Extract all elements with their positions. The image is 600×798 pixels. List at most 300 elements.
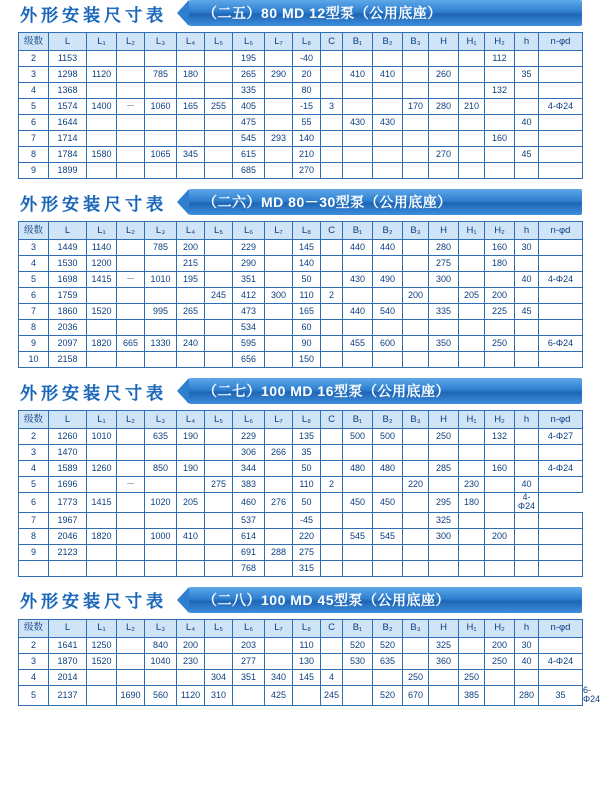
table-cell xyxy=(403,336,429,352)
table-cell: 560 xyxy=(145,685,177,705)
table-cell: 20 xyxy=(293,67,321,83)
table-cell xyxy=(459,256,485,272)
table-cell xyxy=(177,669,205,685)
table-row xyxy=(19,637,583,653)
table-cell: 4 xyxy=(19,669,49,685)
table-cell xyxy=(403,256,429,272)
table-cell xyxy=(145,445,177,461)
table-cell xyxy=(19,560,49,576)
table-cell xyxy=(87,669,117,685)
table-cell: 5 xyxy=(19,99,49,115)
table-cell: 1589 xyxy=(49,461,87,477)
col-header: B₂ xyxy=(373,222,403,240)
col-header: B₂ xyxy=(373,411,403,429)
table-cell: 537 xyxy=(233,512,265,528)
table-cell xyxy=(177,352,205,368)
table-cell: 250 xyxy=(459,669,485,685)
table-cell xyxy=(117,304,145,320)
table-row xyxy=(19,67,583,83)
col-header: h xyxy=(515,222,539,240)
banner-title-block xyxy=(18,378,177,404)
table-cell xyxy=(87,51,117,67)
col-header: L₂ xyxy=(117,619,145,637)
table-cell: 300 xyxy=(265,288,293,304)
table-cell: 245 xyxy=(321,685,343,705)
table-cell xyxy=(485,320,515,336)
table-row xyxy=(19,669,583,685)
col-header: B₂ xyxy=(373,619,403,637)
table-cell: 1040 xyxy=(145,653,177,669)
table-cell xyxy=(205,560,233,576)
dimension-table xyxy=(18,410,583,577)
table-cell: 145 xyxy=(293,240,321,256)
table-cell: 440 xyxy=(373,240,403,256)
table-cell xyxy=(343,288,373,304)
table-cell xyxy=(403,429,429,445)
table-cell: 360 xyxy=(429,653,459,669)
table-cell: 5 xyxy=(19,685,49,705)
col-header: L₈ xyxy=(293,222,321,240)
table-cell xyxy=(233,685,265,705)
table-cell xyxy=(145,51,177,67)
table-cell xyxy=(117,512,145,528)
table-cell xyxy=(265,352,293,368)
col-header: L₂ xyxy=(117,411,145,429)
col-header: H₂ xyxy=(485,222,515,240)
table-cell: 430 xyxy=(373,115,403,131)
table-cell xyxy=(343,131,373,147)
table-cell: 475 xyxy=(233,115,265,131)
table-cell xyxy=(539,320,583,336)
table-cell xyxy=(515,429,539,445)
table-cell xyxy=(205,83,233,99)
table-cell: 1200 xyxy=(87,256,117,272)
table-cell: 265 xyxy=(177,304,205,320)
table-cell: 4 xyxy=(19,256,49,272)
col-header: L xyxy=(49,33,87,51)
table-cell xyxy=(403,445,429,461)
table-cell xyxy=(459,147,485,163)
table-cell: 595 xyxy=(233,336,265,352)
table-cell: 1260 xyxy=(87,461,117,477)
table-cell: 200 xyxy=(485,637,515,653)
table-row xyxy=(19,493,583,513)
table-cell xyxy=(539,304,583,320)
table-cell xyxy=(403,83,429,99)
table-cell xyxy=(177,512,205,528)
table-cell xyxy=(177,163,205,179)
table-cell xyxy=(459,461,485,477)
table-cell: 614 xyxy=(233,528,265,544)
table-cell xyxy=(321,637,343,653)
table-cell: 1020 xyxy=(145,493,177,513)
table-cell: 2014 xyxy=(49,669,87,685)
table-cell: 200 xyxy=(177,240,205,256)
col-header: H₁ xyxy=(459,411,485,429)
table-cell: 265 xyxy=(233,67,265,83)
table-cell: 520 xyxy=(343,637,373,653)
table-cell: 545 xyxy=(343,528,373,544)
section-title: 外形安装尺寸表 xyxy=(20,5,167,26)
table-cell: 165 xyxy=(293,304,321,320)
table-cell: 3 xyxy=(19,240,49,256)
col-header: n-φd xyxy=(539,33,583,51)
table-cell: 1250 xyxy=(87,637,117,653)
table-cell: 490 xyxy=(373,272,403,288)
table-row xyxy=(19,477,583,493)
table-cell: 180 xyxy=(485,256,515,272)
table-cell xyxy=(485,560,515,576)
table-cell xyxy=(265,653,293,669)
table-cell xyxy=(205,336,233,352)
table-cell xyxy=(373,669,403,685)
section-banner xyxy=(18,189,582,215)
table-cell xyxy=(145,256,177,272)
table-cell xyxy=(515,445,539,461)
table-cell: 30 xyxy=(515,637,539,653)
table-cell: 180 xyxy=(177,67,205,83)
table-cell xyxy=(177,288,205,304)
col-header: 级数 xyxy=(19,411,49,429)
col-header: C xyxy=(321,411,343,429)
table-body-1 xyxy=(19,240,583,368)
col-header: L xyxy=(49,222,87,240)
table-cell xyxy=(205,637,233,653)
col-header: H xyxy=(429,222,459,240)
table-cell: 520 xyxy=(373,637,403,653)
table-cell xyxy=(539,637,583,653)
table-cell xyxy=(177,544,205,560)
table-cell: 1120 xyxy=(87,67,117,83)
table-cell xyxy=(205,544,233,560)
table-row xyxy=(19,83,583,99)
table-row xyxy=(19,320,583,336)
table-cell xyxy=(373,544,403,560)
table-cell: 145 xyxy=(293,669,321,685)
table-cell: 170 xyxy=(403,99,429,115)
table-cell: 300 xyxy=(429,272,459,288)
table-cell: 110 xyxy=(293,477,321,493)
table-cell: 768 xyxy=(233,560,265,576)
table-cell xyxy=(373,352,403,368)
table-cell: 160 xyxy=(485,461,515,477)
table-cell: 345 xyxy=(177,147,205,163)
table-cell xyxy=(343,512,373,528)
table-cell xyxy=(373,477,403,493)
col-header: H xyxy=(429,33,459,51)
table-row xyxy=(19,512,583,528)
table-cell: 2137 xyxy=(49,685,87,705)
table-cell xyxy=(177,445,205,461)
col-header: L₄ xyxy=(177,222,205,240)
table-cell xyxy=(515,163,539,179)
table-cell: － xyxy=(117,477,145,493)
table-cell xyxy=(177,320,205,336)
col-header: L₃ xyxy=(145,222,177,240)
section-subtitle: （二八）100 MD 45型泵（公用底座） xyxy=(203,591,450,608)
table-cell: 1860 xyxy=(49,304,87,320)
table-cell xyxy=(485,99,515,115)
table-cell xyxy=(403,147,429,163)
table-cell xyxy=(177,477,205,493)
table-cell: 412 xyxy=(233,288,265,304)
table-cell xyxy=(145,131,177,147)
col-header: L₆ xyxy=(233,222,265,240)
table-cell xyxy=(429,115,459,131)
table-cell xyxy=(87,512,117,528)
table-cell xyxy=(265,272,293,288)
table-cell: 430 xyxy=(343,272,373,288)
table-cell: 130 xyxy=(293,653,321,669)
table-cell: 195 xyxy=(233,51,265,67)
table-cell xyxy=(117,163,145,179)
table-cell xyxy=(145,477,177,493)
table-cell: 600 xyxy=(373,336,403,352)
table-cell: 4-Φ24 xyxy=(539,461,583,477)
table-cell: 1368 xyxy=(49,83,87,99)
table-cell: 635 xyxy=(373,653,403,669)
table-cell xyxy=(429,477,459,493)
table-cell: 7 xyxy=(19,304,49,320)
section-subtitle: （二六）MD 80－30型泵（公用底座） xyxy=(203,194,452,210)
table-cell: 277 xyxy=(233,653,265,669)
banner-subtitle-block xyxy=(189,0,582,26)
table-body-3 xyxy=(19,637,600,705)
table-cell: 288 xyxy=(265,544,293,560)
table-cell: 2 xyxy=(19,637,49,653)
table-cell: -45 xyxy=(293,512,321,528)
table-cell xyxy=(145,320,177,336)
table-cell xyxy=(321,512,343,528)
col-header: L₅ xyxy=(205,411,233,429)
table-cell xyxy=(321,560,343,576)
banner-arrow-icon xyxy=(177,189,189,215)
table-cell: 160 xyxy=(485,240,515,256)
table-cell xyxy=(515,528,539,544)
table-row xyxy=(19,352,583,368)
table-cell: 229 xyxy=(233,429,265,445)
table-cell xyxy=(265,147,293,163)
table-cell xyxy=(87,352,117,368)
table-cell xyxy=(485,272,515,288)
col-header: B₃ xyxy=(403,411,429,429)
table-cell: 2123 xyxy=(49,544,87,560)
table-cell: 50 xyxy=(293,493,321,513)
table-cell: 4-Φ24 xyxy=(539,272,583,288)
table-cell xyxy=(117,83,145,99)
table-cell: 2 xyxy=(321,477,343,493)
table-cell xyxy=(49,560,87,576)
table-cell: 50 xyxy=(293,461,321,477)
table-cell xyxy=(539,131,583,147)
table-cell xyxy=(321,83,343,99)
table-cell xyxy=(539,669,583,685)
table-cell: 670 xyxy=(403,685,429,705)
table-cell xyxy=(205,147,233,163)
col-header: 级数 xyxy=(19,619,49,637)
table-cell xyxy=(205,51,233,67)
table-cell xyxy=(343,83,373,99)
table-cell: 545 xyxy=(373,528,403,544)
table-cell xyxy=(265,461,293,477)
table-cell: 665 xyxy=(117,336,145,352)
table-cell: 245 xyxy=(205,288,233,304)
col-header: L₇ xyxy=(265,222,293,240)
table-cell: 293 xyxy=(265,131,293,147)
table-row xyxy=(19,336,583,352)
table-cell xyxy=(403,544,429,560)
table-cell xyxy=(117,653,145,669)
table-cell: 165 xyxy=(177,99,205,115)
table-cell: 5 xyxy=(19,477,49,493)
table-cell xyxy=(117,493,145,513)
table-row xyxy=(19,288,583,304)
table-cell: 1820 xyxy=(87,336,117,352)
table-cell xyxy=(459,336,485,352)
table-cell xyxy=(459,560,485,576)
table-cell: 1714 xyxy=(49,131,87,147)
table-cell xyxy=(515,288,539,304)
table-cell: 8 xyxy=(19,528,49,544)
table-cell: 2 xyxy=(321,288,343,304)
table-cell xyxy=(373,320,403,336)
table-cell xyxy=(117,147,145,163)
table-cell: 200 xyxy=(177,637,205,653)
table-cell: 280 xyxy=(429,240,459,256)
table-cell: 450 xyxy=(373,493,403,513)
table-cell xyxy=(515,560,539,576)
table-cell xyxy=(459,51,485,67)
table-row xyxy=(19,544,583,560)
table-cell: 785 xyxy=(145,67,177,83)
table-cell xyxy=(321,352,343,368)
banner-arrow-icon xyxy=(177,0,189,26)
table-cell xyxy=(321,163,343,179)
table-cell xyxy=(459,429,485,445)
table-cell xyxy=(205,240,233,256)
table-cell xyxy=(403,163,429,179)
col-header: H₂ xyxy=(485,619,515,637)
table-cell xyxy=(343,445,373,461)
banner-title-block xyxy=(18,0,177,26)
table-cell xyxy=(429,51,459,67)
table-cell xyxy=(459,320,485,336)
table-cell: 1644 xyxy=(49,115,87,131)
table-cell: 225 xyxy=(485,304,515,320)
table-cell xyxy=(205,304,233,320)
table-cell: 40 xyxy=(515,272,539,288)
table-cell xyxy=(321,653,343,669)
table-cell: 190 xyxy=(177,461,205,477)
table-header-row xyxy=(19,33,583,51)
table-cell: 3 xyxy=(321,99,343,115)
table-cell: 295 xyxy=(429,493,459,513)
table-cell: 1530 xyxy=(49,256,87,272)
table-cell: 4-Φ27 xyxy=(539,429,583,445)
section-banner xyxy=(18,0,582,26)
table-row xyxy=(19,653,583,669)
table-cell: 1641 xyxy=(49,637,87,653)
table-cell xyxy=(343,320,373,336)
table-cell xyxy=(539,240,583,256)
table-cell xyxy=(515,51,539,67)
table-cell: 306 xyxy=(233,445,265,461)
table-cell: 410 xyxy=(177,528,205,544)
table-cell: 80 xyxy=(293,83,321,99)
table-cell xyxy=(265,256,293,272)
table-cell xyxy=(515,99,539,115)
table-cell xyxy=(265,163,293,179)
table-cell xyxy=(403,352,429,368)
table-cell xyxy=(265,336,293,352)
table-cell xyxy=(403,272,429,288)
section-subtitle: （二七）100 MD 16型泵（公用底座） xyxy=(203,383,450,399)
table-cell xyxy=(485,512,515,528)
table-cell: 112 xyxy=(485,51,515,67)
col-header: L₇ xyxy=(265,619,293,637)
table-cell xyxy=(117,445,145,461)
table-cell xyxy=(87,115,117,131)
table-cell: 195 xyxy=(177,272,205,288)
table-body-0 xyxy=(19,51,583,179)
table-cell xyxy=(459,131,485,147)
table-cell xyxy=(459,544,485,560)
table-cell: 3 xyxy=(19,445,49,461)
table-cell xyxy=(515,352,539,368)
banner-arrow-icon xyxy=(177,378,189,404)
table-cell: 6 xyxy=(19,115,49,131)
col-header: H₁ xyxy=(459,33,485,51)
table-cell xyxy=(373,163,403,179)
table-cell: 275 xyxy=(429,256,459,272)
table-cell: 35 xyxy=(539,685,583,705)
table-cell: 480 xyxy=(343,461,373,477)
table-cell xyxy=(403,653,429,669)
table-cell: 2036 xyxy=(49,320,87,336)
table-cell: 35 xyxy=(515,67,539,83)
table-cell xyxy=(87,544,117,560)
table-cell xyxy=(373,51,403,67)
table-cell: 275 xyxy=(205,477,233,493)
col-header: B₁ xyxy=(343,411,373,429)
table-row xyxy=(19,272,583,288)
table-cell xyxy=(403,240,429,256)
table-cell xyxy=(343,477,373,493)
table-cell: 1698 xyxy=(49,272,87,288)
table-cell xyxy=(117,288,145,304)
table-cell xyxy=(117,528,145,544)
table-cell xyxy=(265,528,293,544)
table-cell: 150 xyxy=(293,352,321,368)
table-cell: 1140 xyxy=(87,240,117,256)
table-cell xyxy=(145,560,177,576)
table-cell xyxy=(87,320,117,336)
table-cell xyxy=(403,131,429,147)
table-cell: 1400 xyxy=(87,99,117,115)
table-cell: 2 xyxy=(19,51,49,67)
table-cell xyxy=(459,352,485,368)
col-header: L₄ xyxy=(177,411,205,429)
table-cell: 135 xyxy=(293,429,321,445)
table-cell xyxy=(205,429,233,445)
table-cell xyxy=(429,685,459,705)
table-cell xyxy=(145,544,177,560)
table-cell xyxy=(515,131,539,147)
table-cell: 325 xyxy=(429,512,459,528)
table-cell: 1415 xyxy=(87,493,117,513)
table-cell: 545 xyxy=(233,131,265,147)
table-cell xyxy=(403,67,429,83)
